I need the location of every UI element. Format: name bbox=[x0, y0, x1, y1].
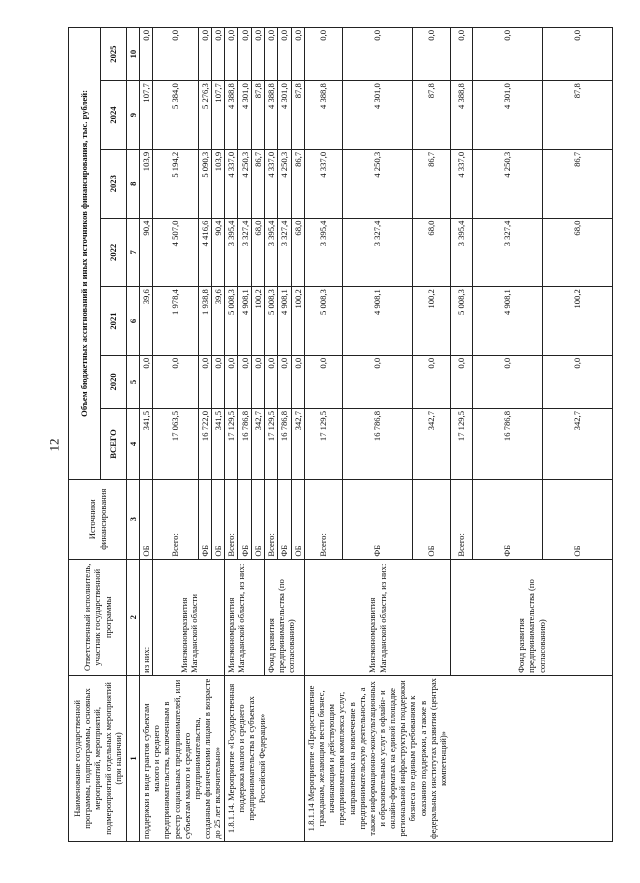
table-row bbox=[305, 28, 343, 842]
value-cell: 0,0 bbox=[291, 28, 304, 81]
col-number: 10 bbox=[127, 28, 140, 81]
col-number: 2 bbox=[127, 559, 140, 675]
source-cell: ФБ bbox=[278, 479, 291, 559]
value-cell: 16 786,8 bbox=[238, 409, 251, 480]
value-cell: 68,0 bbox=[251, 218, 264, 287]
value-cell: 0,0 bbox=[238, 355, 251, 408]
value-cell: 4 337,0 bbox=[451, 149, 473, 218]
value-cell: 4 250,3 bbox=[473, 149, 543, 218]
value-cell: 3 395,4 bbox=[265, 218, 278, 287]
value-cell: 17 129,5 bbox=[225, 409, 238, 480]
value-cell: 0,0 bbox=[305, 28, 343, 81]
col-number: 4 bbox=[127, 409, 140, 480]
value-cell: 0,0 bbox=[473, 28, 543, 81]
page-number: 12 bbox=[46, 438, 62, 452]
value-cell: 4 301,0 bbox=[343, 81, 413, 150]
value-cell: 0,0 bbox=[343, 355, 413, 408]
value-cell: 4 908,1 bbox=[473, 287, 543, 356]
value-cell: 0,0 bbox=[251, 355, 264, 408]
value-cell: 86,7 bbox=[291, 149, 304, 218]
value-cell: 87,8 bbox=[291, 81, 304, 150]
program-description: 1.8.1.14. Мероприятие «Государственная поддержка малого и среднего предпринимательства в субъектах Российской Федерации» bbox=[225, 675, 305, 841]
funding-table bbox=[68, 27, 613, 842]
value-cell: 86,7 bbox=[251, 149, 264, 218]
column-number-row bbox=[127, 28, 140, 842]
source-cell: ФБ bbox=[473, 479, 543, 559]
header-year: 2021 bbox=[101, 287, 127, 356]
source-cell: Всего: bbox=[153, 479, 198, 559]
header-funding-group: Объем бюджетных ассигнований и иных источников финансирования, тыс. рублей: bbox=[69, 28, 101, 480]
table-row bbox=[225, 28, 238, 842]
value-cell: 4 250,3 bbox=[278, 149, 291, 218]
col-number: 8 bbox=[127, 149, 140, 218]
value-cell: 3 327,4 bbox=[343, 218, 413, 287]
value-cell: 0,0 bbox=[251, 28, 264, 81]
col-number: 6 bbox=[127, 287, 140, 356]
source-cell: ФБ bbox=[198, 479, 211, 559]
value-cell: 4 301,0 bbox=[238, 81, 251, 150]
program-description: поддержки в виде грантов субъектам малого и среднего предпринимательства, включенным в реестр социальных предпринимателей, или субъектам малого и среднего предпринимательства, созданным физическими лицами в возрасте до 25 лет включительно» bbox=[140, 675, 225, 841]
value-cell: 4 301,0 bbox=[473, 81, 543, 150]
value-cell: 107,7 bbox=[211, 81, 224, 150]
value-cell: 342,7 bbox=[413, 409, 451, 480]
value-cell: 86,7 bbox=[543, 149, 613, 218]
header-year: 2024 bbox=[101, 81, 127, 150]
value-cell: 5 090,3 bbox=[198, 149, 211, 218]
value-cell: 17 129,5 bbox=[451, 409, 473, 480]
value-cell: 17 129,5 bbox=[305, 409, 343, 480]
value-cell: 16 722,0 bbox=[198, 409, 211, 480]
source-cell: Всего: bbox=[451, 479, 473, 559]
value-cell: 4 337,0 bbox=[265, 149, 278, 218]
source-cell: ОБ bbox=[543, 479, 613, 559]
value-cell: 0,0 bbox=[291, 355, 304, 408]
value-cell: 4 388,8 bbox=[225, 81, 238, 150]
value-cell: 100,2 bbox=[413, 287, 451, 356]
value-cell: 0,0 bbox=[265, 355, 278, 408]
value-cell: 87,8 bbox=[413, 81, 451, 150]
value-cell: 17 129,5 bbox=[265, 409, 278, 480]
value-cell: 342,7 bbox=[251, 409, 264, 480]
value-cell: 0,0 bbox=[153, 355, 198, 408]
source-cell: Всего: bbox=[305, 479, 343, 559]
value-cell: 0,0 bbox=[198, 355, 211, 408]
value-cell: 0,0 bbox=[305, 355, 343, 408]
rotated-table-wrapper bbox=[68, 27, 613, 842]
value-cell: 5 008,3 bbox=[265, 287, 278, 356]
col-number: 1 bbox=[127, 675, 140, 841]
header-year: 2020 bbox=[101, 355, 127, 408]
executor-cell: из них: bbox=[140, 559, 153, 675]
source-cell: ОБ bbox=[140, 479, 153, 559]
header-program: Наименование государственной программы, подпрограммы, основных мероприятий, мероприятий, подмероприятий отдельных мероприятий (при наличии) bbox=[69, 675, 127, 841]
value-cell: 1 978,4 bbox=[153, 287, 198, 356]
value-cell: 5 008,3 bbox=[225, 287, 238, 356]
value-cell: 0,0 bbox=[153, 28, 198, 81]
executor-cell: Минэкономразвития Магаданской области bbox=[153, 559, 225, 675]
value-cell: 4 908,1 bbox=[343, 287, 413, 356]
value-cell: 4 507,0 bbox=[153, 218, 198, 287]
source-cell: ОБ bbox=[413, 479, 451, 559]
header-executor: Ответственный исполнитель, участник государственной программы bbox=[69, 559, 127, 675]
executor-cell: Фонд развития предпринимательства (по согласованию) bbox=[451, 559, 613, 675]
value-cell: 68,0 bbox=[543, 218, 613, 287]
value-cell: 4 908,1 bbox=[238, 287, 251, 356]
value-cell: 16 786,8 bbox=[343, 409, 413, 480]
value-cell: 341,5 bbox=[211, 409, 224, 480]
value-cell: 3 327,4 bbox=[473, 218, 543, 287]
value-cell: 0,0 bbox=[451, 355, 473, 408]
value-cell: 0,0 bbox=[140, 355, 153, 408]
value-cell: 4 388,8 bbox=[451, 81, 473, 150]
value-cell: 0,0 bbox=[413, 355, 451, 408]
value-cell: 107,7 bbox=[140, 81, 153, 150]
value-cell: 5 384,0 bbox=[153, 81, 198, 150]
value-cell: 4 301,0 bbox=[278, 81, 291, 150]
value-cell: 0,0 bbox=[198, 28, 211, 81]
source-cell: ОБ bbox=[251, 479, 264, 559]
value-cell: 3 327,4 bbox=[278, 218, 291, 287]
source-cell: Всего: bbox=[225, 479, 238, 559]
value-cell: 0,0 bbox=[265, 28, 278, 81]
value-cell: 4 337,0 bbox=[225, 149, 238, 218]
value-cell: 103,9 bbox=[140, 149, 153, 218]
value-cell: 4 250,3 bbox=[238, 149, 251, 218]
value-cell: 0,0 bbox=[238, 28, 251, 81]
value-cell: 0,0 bbox=[451, 28, 473, 81]
value-cell: 0,0 bbox=[225, 355, 238, 408]
value-cell: 5 194,2 bbox=[153, 149, 198, 218]
value-cell: 0,0 bbox=[140, 28, 153, 81]
value-cell: 0,0 bbox=[211, 28, 224, 81]
col-number: 7 bbox=[127, 218, 140, 287]
executor-cell: Минэкономразвития Магаданской области, из них: bbox=[225, 559, 265, 675]
value-cell: 16 786,8 bbox=[278, 409, 291, 480]
header-year: 2023 bbox=[101, 149, 127, 218]
col-number: 3 bbox=[127, 479, 140, 559]
program-description: 1.8.1.14 Мероприятие «Предоставление гражданам, желающим вести бизнес, начинающим и действующим предпринимателям комплекса услуг, направленных на вовлечение в предпринимательскую деятельность, а также информационно-консультационных и образовательных услуг в офлайн- и онлайн-форматах на единой площадке региональной инфраструктуры поддержки бизнеса по единым требованиям к оказанию поддержки, а также в федеральных институтах развития (центрах компетенций)» bbox=[305, 675, 613, 841]
col-number: 9 bbox=[127, 81, 140, 150]
value-cell: 0,0 bbox=[211, 355, 224, 408]
header-total: ВСЕГО bbox=[101, 409, 127, 480]
value-cell: 342,7 bbox=[543, 409, 613, 480]
value-cell: 4 388,8 bbox=[265, 81, 278, 150]
value-cell: 87,8 bbox=[251, 81, 264, 150]
value-cell: 87,8 bbox=[543, 81, 613, 150]
value-cell: 0,0 bbox=[225, 28, 238, 81]
executor-cell: Фонд развития предпринимательства (по согласованию) bbox=[265, 559, 305, 675]
value-cell: 0,0 bbox=[343, 28, 413, 81]
value-cell: 68,0 bbox=[291, 218, 304, 287]
header-source: Источники финансирования bbox=[69, 479, 127, 559]
value-cell: 4 388,8 bbox=[305, 81, 343, 150]
value-cell: 341,5 bbox=[140, 409, 153, 480]
value-cell: 100,2 bbox=[291, 287, 304, 356]
header-year: 2025 bbox=[101, 28, 127, 81]
value-cell: 3 395,4 bbox=[305, 218, 343, 287]
value-cell: 68,0 bbox=[413, 218, 451, 287]
header-year: 2022 bbox=[101, 218, 127, 287]
source-cell: ФБ bbox=[343, 479, 413, 559]
value-cell: 0,0 bbox=[278, 28, 291, 81]
value-cell: 5 008,3 bbox=[305, 287, 343, 356]
value-cell: 39,6 bbox=[140, 287, 153, 356]
value-cell: 0,0 bbox=[413, 28, 451, 81]
executor-cell: Минэкономразвития Магаданской области, из них: bbox=[305, 559, 451, 675]
value-cell: 16 786,8 bbox=[473, 409, 543, 480]
value-cell: 4 908,1 bbox=[278, 287, 291, 356]
value-cell: 90,4 bbox=[140, 218, 153, 287]
value-cell: 5 276,3 bbox=[198, 81, 211, 150]
source-cell: ОБ bbox=[211, 479, 224, 559]
source-cell: ОБ bbox=[291, 479, 304, 559]
value-cell: 0,0 bbox=[473, 355, 543, 408]
value-cell: 4 337,0 bbox=[305, 149, 343, 218]
value-cell: 3 395,4 bbox=[225, 218, 238, 287]
value-cell: 17 063,5 bbox=[153, 409, 198, 480]
value-cell: 0,0 bbox=[278, 355, 291, 408]
value-cell: 86,7 bbox=[413, 149, 451, 218]
value-cell: 0,0 bbox=[543, 355, 613, 408]
table-row bbox=[140, 28, 153, 842]
value-cell: 39,6 bbox=[211, 287, 224, 356]
value-cell: 90,4 bbox=[211, 218, 224, 287]
value-cell: 0,0 bbox=[543, 28, 613, 81]
value-cell: 100,2 bbox=[543, 287, 613, 356]
value-cell: 4 416,6 bbox=[198, 218, 211, 287]
source-cell: ФБ bbox=[238, 479, 251, 559]
value-cell: 3 395,4 bbox=[451, 218, 473, 287]
value-cell: 103,9 bbox=[211, 149, 224, 218]
col-number: 5 bbox=[127, 355, 140, 408]
value-cell: 3 327,4 bbox=[238, 218, 251, 287]
value-cell: 100,2 bbox=[251, 287, 264, 356]
value-cell: 342,7 bbox=[291, 409, 304, 480]
value-cell: 5 008,3 bbox=[451, 287, 473, 356]
source-cell: Всего: bbox=[265, 479, 278, 559]
value-cell: 4 250,3 bbox=[343, 149, 413, 218]
value-cell: 1 938,8 bbox=[198, 287, 211, 356]
